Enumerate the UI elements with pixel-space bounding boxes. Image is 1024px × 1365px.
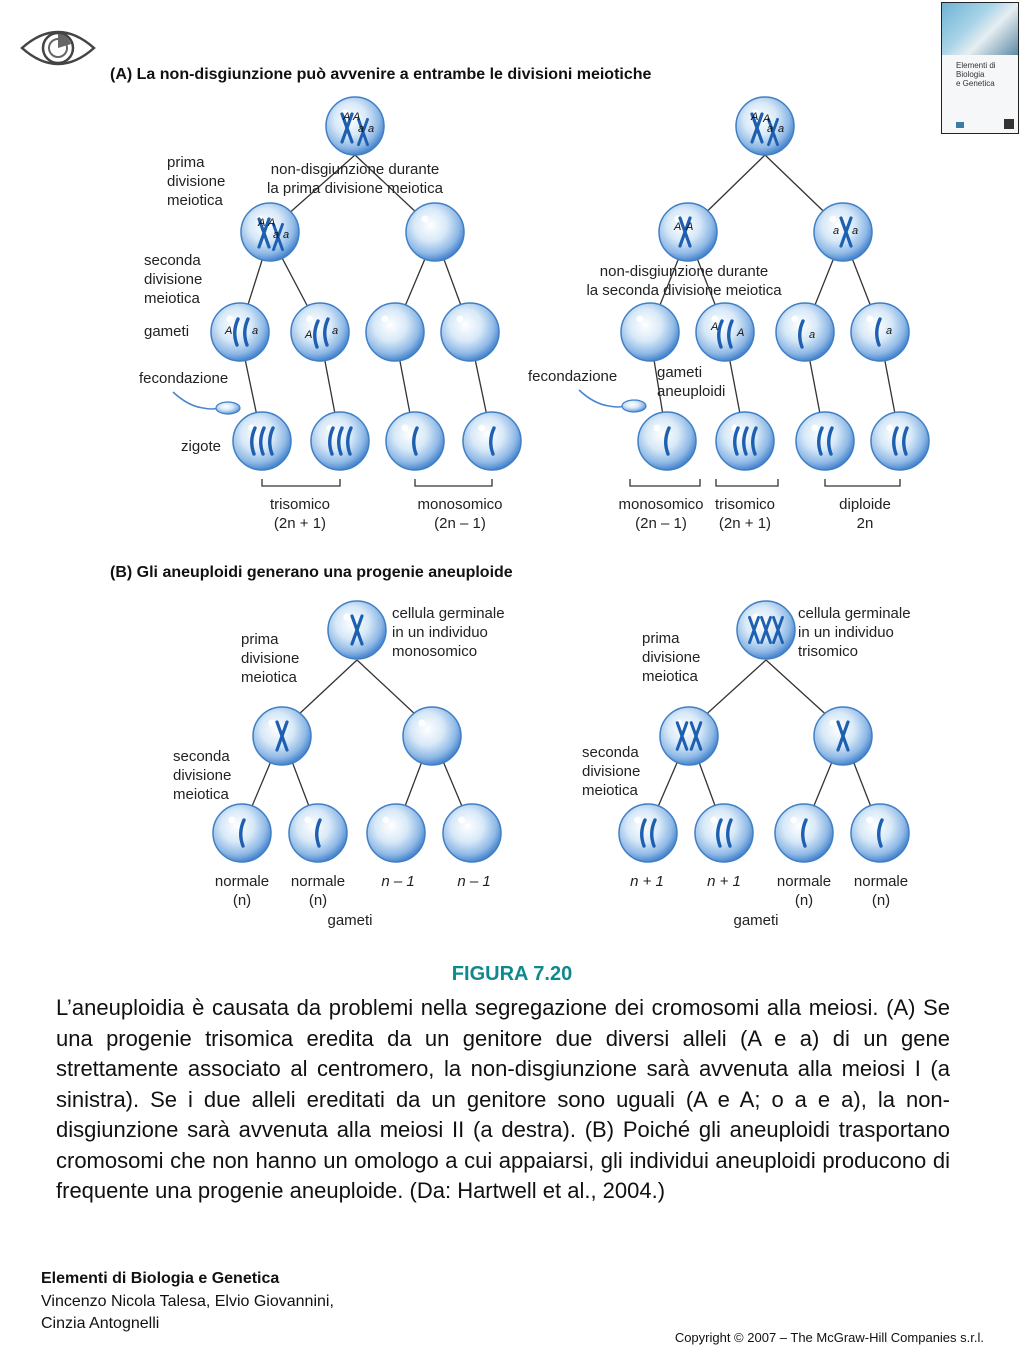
cell-18: [851, 303, 909, 361]
gamete-label-6: n + 1: [707, 873, 741, 890]
svg-text:A: A: [711, 321, 719, 333]
cell-35: [775, 804, 833, 862]
svg-text:a: a: [283, 229, 290, 241]
figure-number: FIGURA 7.20: [451, 963, 573, 985]
svg-text:a: a: [886, 325, 893, 337]
cover-line-1: Elementi di: [956, 61, 996, 70]
cell-17: [776, 303, 834, 361]
gameti-label-right: gameti: [733, 912, 779, 929]
cell-14: [814, 203, 872, 261]
label-germinale-monosomico: cellula germinale in un individuo monosomico: [392, 605, 505, 660]
svg-text:A: A: [353, 111, 361, 123]
result-trisomico-left: trisomico (2n + 1): [269, 496, 331, 532]
label-seconda-divisione-b-right: seconda divisione meiotica: [582, 744, 641, 799]
sperm-icon: [173, 392, 240, 414]
label-gameti-a: gameti: [144, 323, 190, 340]
label-nondisgiunzione-prima: non-disgiunzione durante la prima divisione meiotica: [267, 161, 443, 197]
cell-4: [211, 303, 269, 361]
svg-text:a: a: [778, 123, 785, 135]
cell-15: [621, 303, 679, 361]
label-seconda-divisione-b-left: seconda divisione meiotica: [173, 748, 232, 803]
svg-text:a: a: [358, 123, 365, 135]
label-nondisgiunzione-seconda: non-disgiunzione durante la seconda divisione meiotica: [586, 263, 782, 299]
gameti-label-left: gameti: [327, 912, 373, 929]
svg-text:a: a: [809, 329, 816, 341]
cell-6: [366, 303, 424, 361]
cell-2: [241, 203, 299, 261]
cell-36: [851, 804, 909, 862]
cell-13: [659, 203, 717, 261]
cell-1: [326, 97, 384, 155]
result-diploide: diploide 2n: [839, 496, 891, 532]
svg-text:A: A: [268, 217, 276, 229]
cell-28: [367, 804, 425, 862]
result-trisomico-right: trisomico (2n + 1): [714, 496, 776, 532]
svg-text:a: a: [767, 123, 774, 135]
section-a-title: (A) La non-disgiunzione può avvenire a entrambe le divisioni meiotiche: [110, 66, 652, 83]
cell-23: [328, 601, 386, 659]
cell-20: [716, 412, 774, 470]
svg-text:A: A: [305, 329, 313, 341]
svg-text:A: A: [258, 217, 266, 229]
label-gameti-aneuploidi: gameti aneuploidi: [657, 364, 726, 400]
cell-10: [386, 412, 444, 470]
svg-text:a: a: [852, 225, 859, 237]
cell-12: [736, 97, 794, 155]
cell-3: [406, 203, 464, 261]
svg-text:A: A: [225, 325, 233, 337]
label-prima-divisione-a: prima divisione meiotica: [167, 154, 226, 209]
sperm-icon: [579, 390, 646, 412]
svg-text:A: A: [751, 111, 759, 123]
label-zigote: zigote: [181, 438, 222, 455]
cell-7: [441, 303, 499, 361]
gamete-label-8: normale (n): [853, 873, 909, 909]
svg-text:a: a: [273, 229, 280, 241]
gamete-label-2: normale (n): [290, 873, 346, 909]
result-monosomico-right: monosomico (2n – 1): [618, 496, 704, 532]
cell-8: [233, 412, 291, 470]
result-monosomico-left: monosomico (2n – 1): [417, 496, 503, 532]
cell-30: [737, 601, 795, 659]
copyright-notice: Copyright © 2007 – The McGraw-Hill Companies s.r.l.: [674, 1330, 984, 1345]
gamete-label-7: normale (n): [776, 873, 832, 909]
svg-text:A: A: [737, 327, 745, 339]
cell-16: [696, 303, 754, 361]
cell-11: [463, 412, 521, 470]
label-germinale-trisomico: cellula germinale in un individuo trisomico: [798, 605, 911, 660]
svg-text:a: a: [252, 325, 259, 337]
footer-book-title: Elementi di Biologia e Genetica: [41, 1270, 280, 1287]
cover-line-3: e Genetica: [956, 79, 995, 88]
cell-34: [695, 804, 753, 862]
label-fecondazione-left: fecondazione: [139, 370, 229, 387]
cell-33: [619, 804, 677, 862]
label-prima-divisione-b-right: prima divisione meiotica: [642, 630, 701, 685]
svg-text:A: A: [686, 221, 694, 233]
section-b-title: (B) Gli aneuploidi generano una progenie aneuploide: [110, 564, 513, 581]
svg-text:a: a: [332, 325, 339, 337]
footer-authors-line-1: Vincenzo Nicola Talesa, Elvio Giovannini,: [41, 1293, 334, 1310]
footer-authors-line-2: Cinzia Antognelli: [41, 1315, 160, 1332]
cover-line-2: Biologia: [956, 70, 985, 79]
cell-31: [660, 707, 718, 765]
gamete-label-3: n – 1: [381, 873, 415, 890]
cell-9: [311, 412, 369, 470]
svg-text:A: A: [763, 113, 771, 125]
cell-22: [871, 412, 929, 470]
cell-25: [403, 707, 461, 765]
label-prima-divisione-b-left: prima divisione meiotica: [241, 631, 300, 686]
cell-19: [638, 412, 696, 470]
svg-text:a: a: [833, 225, 840, 237]
svg-text:A: A: [343, 111, 351, 123]
svg-text:A: A: [674, 221, 682, 233]
cell-27: [289, 804, 347, 862]
cell-32: [814, 707, 872, 765]
cell-26: [213, 804, 271, 862]
cell-24: [253, 707, 311, 765]
figure-caption: L’aneuploidia è causata da problemi nella segregazione dei cromosomi alla meiosi. (A) Se una progenie trisomica eredita da un genitore due diversi alleli (A e a) di un gene strettamente associato al centromero, la non-disgiunzione sarà avvenuta alla meiosi I (a sinistra). Se i due alleli ereditati da un genitore sono uguali (A e A; o a e a), la non-disgiunzione sarà avvenuta alla meiosi II (a destra). (B) Poiché gli aneuploidi trasportano cromosomi che non hanno un omologo a cui appaiarsi, gli individui aneuploidi producono di frequente una progenie aneuploide. (Da: Hartwell et al., 2004.): [56, 995, 950, 1203]
cell-5: [291, 303, 349, 361]
gamete-label-1: normale (n): [214, 873, 270, 909]
svg-text:a: a: [368, 123, 375, 135]
label-seconda-divisione-a: seconda divisione meiotica: [144, 252, 203, 307]
label-fecondazione-right: fecondazione: [528, 368, 618, 385]
cell-21: [796, 412, 854, 470]
cell-29: [443, 804, 501, 862]
gamete-label-5: n + 1: [630, 873, 664, 890]
gamete-label-4: n – 1: [457, 873, 491, 890]
